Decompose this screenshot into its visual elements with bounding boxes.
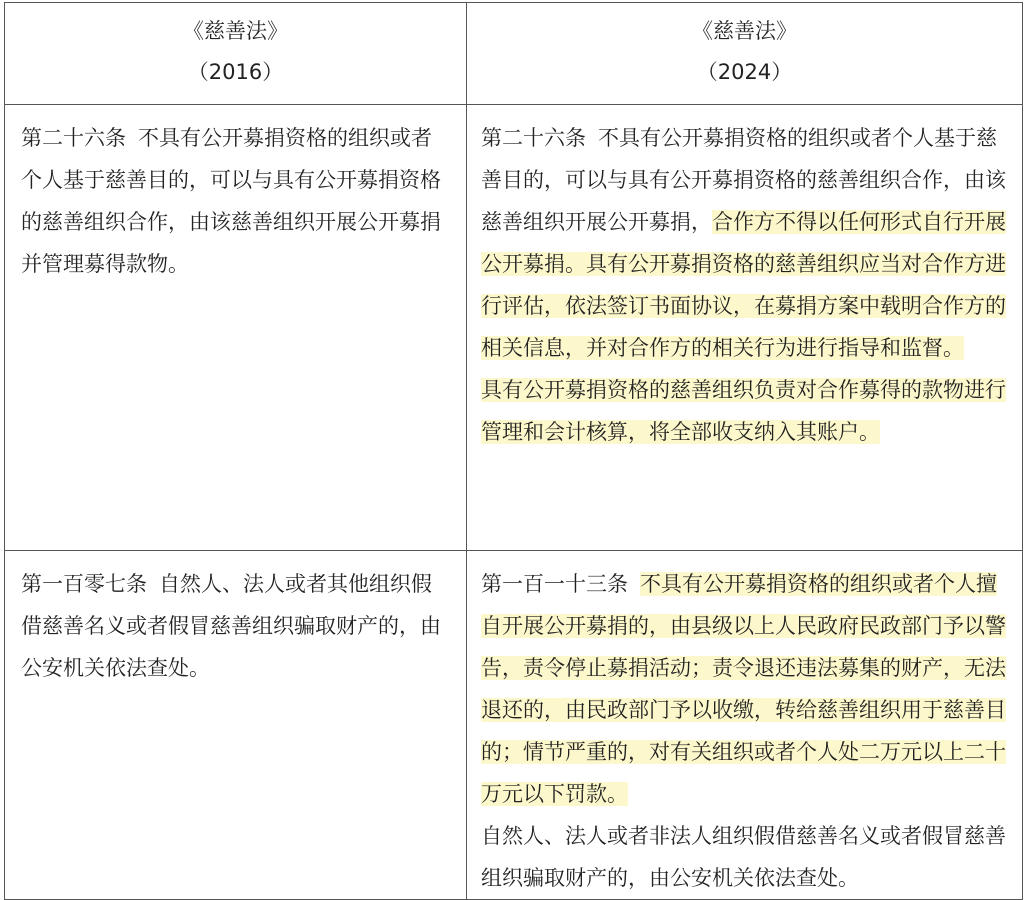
header-cell-2024: [467, 3, 1023, 105]
article-26-2024-text: [481, 117, 1010, 369]
article-number: 第一百一十三条: [481, 572, 628, 596]
header-row: [5, 3, 1023, 105]
table-row: [5, 105, 1023, 551]
header-cell-2016: [5, 3, 467, 105]
article-26-2024-cell: [467, 105, 1023, 551]
article-113-2024-text: [481, 563, 1010, 815]
article-body: 自然人、法人或者其他组织假借慈善名义或者假冒慈善组织骗取财产的，由公安机关依法查处。: [21, 572, 441, 680]
left-law-title: 《慈善法》: [183, 19, 288, 43]
article-107-2016-cell: [5, 551, 467, 900]
article-107-2016-text: [21, 563, 452, 689]
article-26-2016-cell: [5, 105, 467, 551]
highlighted-amendment: 具有公开募捐资格的慈善组织负责对合作募得的款物进行管理和会计核算，将全部收支纳入其账户。: [481, 378, 1006, 444]
article-number: 第二十六条: [21, 126, 126, 150]
article-body: 自然人、法人或者非法人组织假借慈善名义或者假冒慈善组织骗取财产的，由公安机关依法查处。: [481, 824, 1006, 890]
highlighted-amendment: 不具有公开募捐资格的组织或者个人擅自开展公开募捐的，由县级以上人民政府民政部门予以警告，责令停止募捐活动；责令退还违法募集的财产，无法退还的，由民政部门予以收缴，转给慈善组织用于慈善目的；情节严重的，对有关组织或者个人处二万元以上二十万元以下罚款。: [481, 572, 1006, 806]
article-number: 第二十六条: [481, 126, 586, 150]
article-number: 第一百零七条: [21, 572, 147, 596]
table-row: [5, 551, 1023, 900]
right-law-title: 《慈善法》: [692, 19, 797, 43]
law-comparison-table: [4, 2, 1023, 900]
article-body: 不具有公开募捐资格的组织或者个人基于慈善目的，可以与具有公开募捐资格的慈善组织合作，由该慈善组织开展公开募捐并管理募得款物。: [21, 126, 441, 276]
left-law-year: （2016）: [187, 60, 284, 84]
article-113-2024-cell: [467, 551, 1023, 900]
article-26-2016-text: [21, 117, 452, 285]
article-113-2024-para2: [481, 815, 1010, 899]
article-26-2024-para2: [481, 369, 1010, 453]
highlighted-amendment: 合作方不得以任何形式自行开展公开募捐。具有公开募捐资格的慈善组织应当对合作方进行评估，依法签订书面协议，在募捐方案中载明合作方的相关信息，并对合作方的相关行为进行指导和监督。: [481, 210, 1006, 360]
right-law-year: （2024）: [696, 60, 793, 84]
article-body: 不具有公开募捐资格的组织或者个人基于慈善目的，可以与具有公开募捐资格的慈善组织合作，由该慈善组织开展公开募捐，: [481, 126, 1006, 234]
